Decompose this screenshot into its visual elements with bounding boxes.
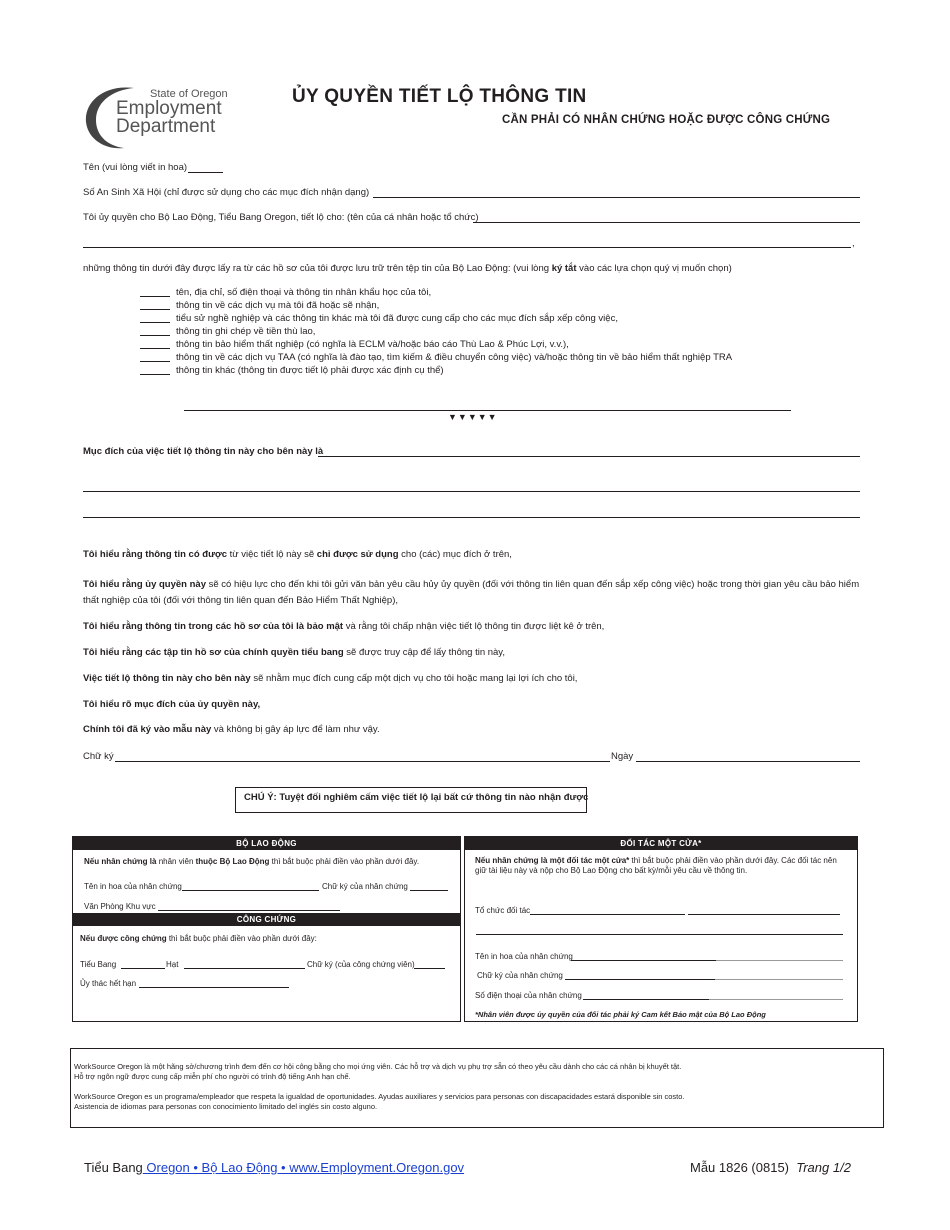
purpose-field-line2[interactable] (83, 491, 860, 492)
info-intro-bold: ký tắt (551, 263, 577, 274)
page-title: ỦY QUYỀN TIẾT LỘ THÔNG TIN (292, 86, 587, 107)
partner-footnote: *Nhân viên được ủy quyền của đối tác phải ký Cam kết Bảo mật của Bộ Lao Động (475, 1010, 766, 1019)
footer-form-info (690, 1160, 851, 1175)
purpose-label: Mục đích của việc tiết lộ thông tin này cho bên này là (83, 446, 324, 457)
partner-phone-label: Số điện thoại của nhân chứng (475, 991, 582, 1000)
other-info-field[interactable] (184, 410, 791, 411)
info-intro-text: những thông tin dưới đây được lấy ra từ các hồ sơ của tôi được lưu trữ trên tệp tin của Bộ Lao Động: (vui lòng (83, 263, 552, 274)
partner-intro: Nếu nhân chứng là một đối tác một cửa* thì bắt buộc phải điền vào phần dưới đây. Các đối tác nên giữ tài liệu này và nộp cho Bộ Lao Động cho bất kỳ/mỗi yêu cầu về thông tin. (475, 856, 837, 875)
logo-employment-text: Employment (116, 98, 222, 119)
initial-field-1[interactable] (140, 296, 170, 297)
dept-witness-sig-label: Chữ ký của nhân chứng (322, 882, 408, 891)
date-field[interactable] (636, 761, 860, 762)
comma-text: , (852, 238, 855, 249)
partner-witness-name-label: Tên in hoa của nhân chứng (475, 952, 573, 961)
logo-state-text: State of Oregon (150, 88, 228, 100)
notary-header: CÔNG CHỨNG (73, 913, 460, 926)
purpose-field-line3[interactable] (83, 517, 860, 518)
logo-department-text: Department (116, 116, 216, 137)
agency-logo (82, 80, 242, 152)
statement-1: Tôi hiểu rằng thông tin có được từ việc tiết lộ này sẽ chỉ được sử dụng cho (các) mục đích ở trên, (83, 549, 512, 560)
notary-state-field[interactable] (121, 968, 165, 969)
arrows-icon: ▼▼▼▼▼ (448, 412, 498, 422)
worksource-vi-2: Hỗ trợ ngôn ngữ được cung cấp miễn phí cho người có trình độ tiếng Anh hạn chế. (74, 1072, 351, 1081)
department-intro: Nếu nhân chứng là nhân viên thuộc Bộ Lao Động thì bắt buộc phải điền vào phần dưới đây. (84, 857, 420, 866)
authorize-label: Tôi ủy quyền cho Bộ Lao Động, Tiểu Bang Oregon, tiết lộ cho: (tên của cá nhân hoặc tổ chức) (83, 212, 479, 223)
statement-4: Tôi hiểu rằng các tập tin hồ sơ của chính quyền tiểu bang sẽ được truy cập để lấy thông tin này, (83, 647, 505, 658)
info-intro-text-end: vào các lựa chọn quý vị muốn chọn) (576, 263, 732, 274)
notary-sig-field[interactable] (414, 968, 445, 969)
notary-sig-label: Chữ ký (của công chứng viên) (307, 960, 415, 969)
statement-7: Chính tôi đã ký vào mẫu này và không bị gây áp lực để làm như vậy. (83, 724, 380, 735)
partner-witness-sig-label: Chữ ký của nhân chứng (477, 971, 563, 980)
worksource-es-1: WorkSource Oregon es un programa/empleador que respeta la igualdad de oportunidades. Ayudas auxiliares y servicios para personas con discapacidades estará disponible sin costo. (74, 1092, 685, 1101)
initial-field-7[interactable] (140, 374, 170, 375)
footer-agency (84, 1160, 464, 1175)
partner-org-field[interactable] (530, 914, 685, 915)
partner-witness-sig-field-ext (715, 979, 843, 980)
ssn-label: Số An Sinh Xã Hội (chỉ được sử dụng cho các mục đích nhận dạng) (83, 187, 370, 198)
signature-field[interactable] (115, 761, 610, 762)
item-label-1: tên, địa chỉ, số điện thoại và thông tin nhân khẩu học của tôi, (176, 287, 432, 298)
item-label-5: thông tin bảo hiểm thất nghiệp (có nghĩa là ECLM và/hoặc báo cáo Thù Lao & Phúc Lợi, v.v.), (176, 339, 569, 350)
item-label-3: tiểu sử nghề nghiệp và các thông tin khác mà tôi đã được cung cấp cho các mục đích sắp xếp công việc, (176, 313, 618, 324)
recipient-field[interactable] (473, 222, 860, 223)
partner-phone-field[interactable] (583, 999, 709, 1000)
partner-phone-field-ext (709, 999, 843, 1000)
partner-header: ĐỐI TÁC MỘT CỬA* (465, 837, 857, 850)
initial-field-2[interactable] (140, 309, 170, 310)
office-field[interactable] (158, 910, 340, 911)
item-label-7: thông tin khác (thông tin được tiết lộ phải được xác định cụ thể) (176, 365, 444, 376)
notary-intro: Nếu được công chứng thì bắt buộc phải điền vào phần dưới đây: (80, 934, 317, 943)
statement-6: Tôi hiểu rõ mục đích của ủy quyền này, (83, 699, 261, 710)
initial-field-3[interactable] (140, 322, 170, 323)
recipient-field-line2[interactable] (83, 247, 851, 248)
statement-5: Việc tiết lộ thông tin này cho bên này sẽ nhằm mục đích cung cấp một dịch vụ cho tôi hoặc mang lại lợi ích cho tôi, (83, 673, 578, 684)
partner-witness-name-field[interactable] (571, 960, 716, 961)
item-label-6: thông tin về các dịch vụ TAA (có nghĩa là đào tạo, tìm kiếm & điều chuyển công việc) và/hoặc thông tin về bảo hiểm thất nghiệp TRA (176, 352, 733, 363)
form-number: Mẫu 1826 (0815) (690, 1160, 790, 1175)
dept-witness-sig-field[interactable] (410, 890, 448, 891)
dept-witness-name-field[interactable] (182, 890, 319, 891)
footer-state: Tiểu Bang (84, 1160, 143, 1175)
name-label: Tên (vui lòng viết in hoa) (83, 162, 188, 173)
item-label-4: thông tin ghi chép về tiền thù lao, (176, 326, 316, 337)
ssn-field[interactable] (373, 197, 860, 198)
initial-field-6[interactable] (140, 361, 170, 362)
footer-website-link[interactable]: Oregon • Bộ Lao Động • www.Employment.Oregon.gov (142, 1160, 465, 1175)
item-label-2: thông tin về các dịch vụ mà tôi đã hoặc sẽ nhận, (176, 300, 380, 311)
partner-witness-sig-field[interactable] (565, 979, 715, 980)
worksource-es-2: Asistencia de idiomas para personas con conocimiento limitado del inglés sin costo alguno. (74, 1102, 378, 1111)
notary-expires-field[interactable] (139, 987, 289, 988)
signature-label: Chữ ký (83, 751, 114, 762)
page-subtitle: CẦN PHẢI CÓ NHÂN CHỨNG HOẶC ĐƯỢC CÔNG CHỨNG (502, 114, 831, 126)
statement-2: Tôi hiểu rằng ủy quyền này sẽ có hiệu lực cho đến khi tôi gửi văn bản yêu cầu hủy ủy quyền (đối với thông tin liên quan đến sắp xếp công việc) hoặc trong thời gian yêu cầu bảo hiểm thất nghiệp của tôi (đối với thông tin liên quan đến Bảo Hiểm Thất Nghiệp), (83, 579, 860, 606)
notary-county-field[interactable] (184, 968, 305, 969)
notary-county-label: Hạt (166, 960, 179, 969)
worksource-notice (70, 1048, 884, 1128)
partner-org-field-line2[interactable] (476, 934, 843, 935)
statement-3: Tôi hiểu rằng thông tin trong các hồ sơ của tôi là bảo mật và rằng tôi chấp nhận việc tiết lộ thông tin được liệt kê ở trên, (83, 621, 605, 632)
dept-witness-name-label: Tên in hoa của nhân chứng (84, 882, 182, 891)
partner-witness-name-field-ext (716, 960, 843, 961)
department-header: BỘ LAO ĐỘNG (73, 837, 460, 850)
date-label: Ngày (611, 751, 634, 762)
notary-state-label: Tiểu Bang (80, 960, 117, 969)
initial-field-4[interactable] (140, 335, 170, 336)
worksource-vi-1: WorkSource Oregon là một hãng sở/chương trình đem đến cơ hội công bằng cho mọi ứng viên. Các hỗ trợ và dịch vụ phụ trợ sẵn có theo yêu cầu dành cho các cá nhân bị khuyết tật. (74, 1062, 682, 1071)
partner-org-field-b[interactable] (688, 914, 840, 915)
notary-expires-label: Ủy thác hết hạn (80, 979, 137, 988)
name-field[interactable] (188, 172, 223, 173)
notice-box: CHÚ Ý: Tuyệt đối nghiêm cấm việc tiết lộ lại bất cứ thông tin nào nhận được (235, 787, 587, 813)
initial-field-5[interactable] (140, 348, 170, 349)
purpose-field[interactable] (318, 456, 860, 457)
info-intro (83, 263, 732, 274)
office-label: Văn Phòng Khu vực (84, 902, 156, 911)
page-number: Trang 1/2 (796, 1160, 851, 1175)
partner-org-label: Tổ chức đối tác (475, 906, 531, 915)
